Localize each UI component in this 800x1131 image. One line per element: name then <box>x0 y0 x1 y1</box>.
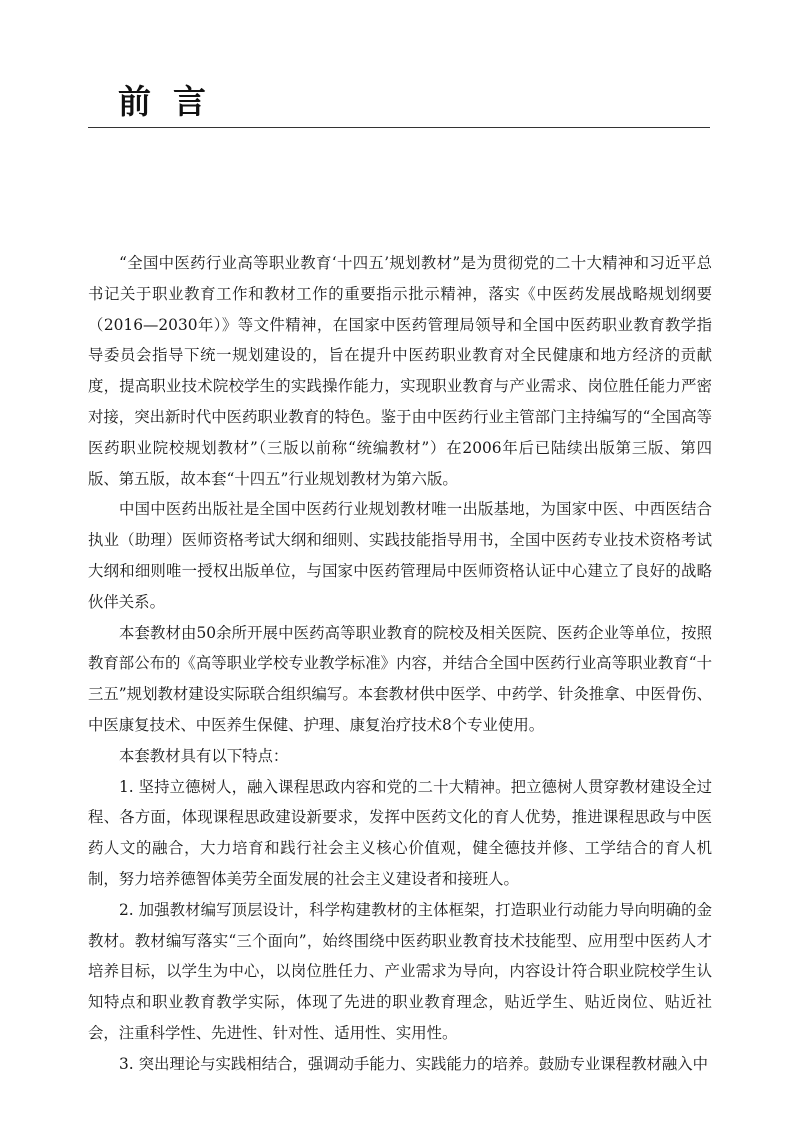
paragraph-feature-1: 1. 坚持立德树人，融入课程思政内容和党的二十大精神。把立德树人贯穿教材建设全过程、各方面，体现课程思政建设新要求，发挥中医药文化的育人优势，推进课程思政与中医药人文的融合，大力培育和践行社会主义核心价值观，健全德技并修、工学结合的育人机制，努力培养德智体美劳全面发展的社会主义建设者和接班人。 <box>88 777 712 888</box>
heading-divider <box>88 127 710 128</box>
preface-body <box>88 248 712 1080</box>
paragraph-intro: “全国中医药行业高等职业教育‘十四五’规划教材”是为贯彻党的二十大精神和习近平总书记关于职业教育工作和教材工作的重要指示批示精神，落实《中医药发展战略规划纲要（2016—2030年）》等文件精神，在国家中医药管理局领导和全国中医药职业教育教学指导委员会指导下统一规划建设的，旨在提升中医药职业教育对全民健康和地方经济的贡献度，提高职业技术院校学生的实践操作能力，实现职业教育与产业需求、岗位胜任能力严密对接，突出新时代中医药职业教育的特色。鉴于由中医药行业主管部门主持编写的“全国高等医药职业院校规划教材”（三版以前称“统编教材”）在2006年后已陆续出版第三版、第四版、第五版，故本套“十四五”行业规划教材为第六版。 <box>88 254 712 488</box>
paragraph-features-lead: 本套教材具有以下特点： <box>119 746 289 765</box>
paragraph-publisher: 中国中医药出版社是全国中医药行业规划教材唯一出版基地，为国家中医、中西医结合执业（助理）医师资格考试大纲和细则、实践技能指导用书，全国中医药专业技术资格考试大纲和细则唯一授权出版单位，与国家中医药管理局中医师资格认证中心建立了良好的战略伙伴关系。 <box>88 500 712 611</box>
paragraph-feature-2: 2. 加强教材编写顶层设计，科学构建教材的主体框架，打造职业行动能力导向明确的金教材。教材编写落实“三个面向”，始终围绕中医药职业教育技术技能型、应用型中医药人才培养目标，以学生为中心，以岗位胜任力、产业需求为导向，内容设计符合职业院校学生认知特点和职业教育教学实际，体现了先进的职业教育理念，贴近学生、贴近岗位、贴近社会，注重科学性、先进性、针对性、适用性、实用性。 <box>88 900 712 1042</box>
page-heading: 前言 <box>118 82 228 121</box>
paragraph-compilation: 本套教材由50余所开展中医药高等职业教育的院校及相关医院、医药企业等单位，按照教育部公布的《高等职业学校专业教学标准》内容，并结合全国中医药行业高等职业教育“十三五”规划教材建设实际联合组织编写。本套教材供中医学、中药学、针灸推拿、中医骨伤、中医康复技术、中医养生保健、护理、康复治疗技术8个专业使用。 <box>88 623 712 734</box>
paragraph-feature-3: 3. 突出理论与实践相结合，强调动手能力、实践能力的培养。鼓励专业课程教材融入中 <box>119 1054 709 1073</box>
